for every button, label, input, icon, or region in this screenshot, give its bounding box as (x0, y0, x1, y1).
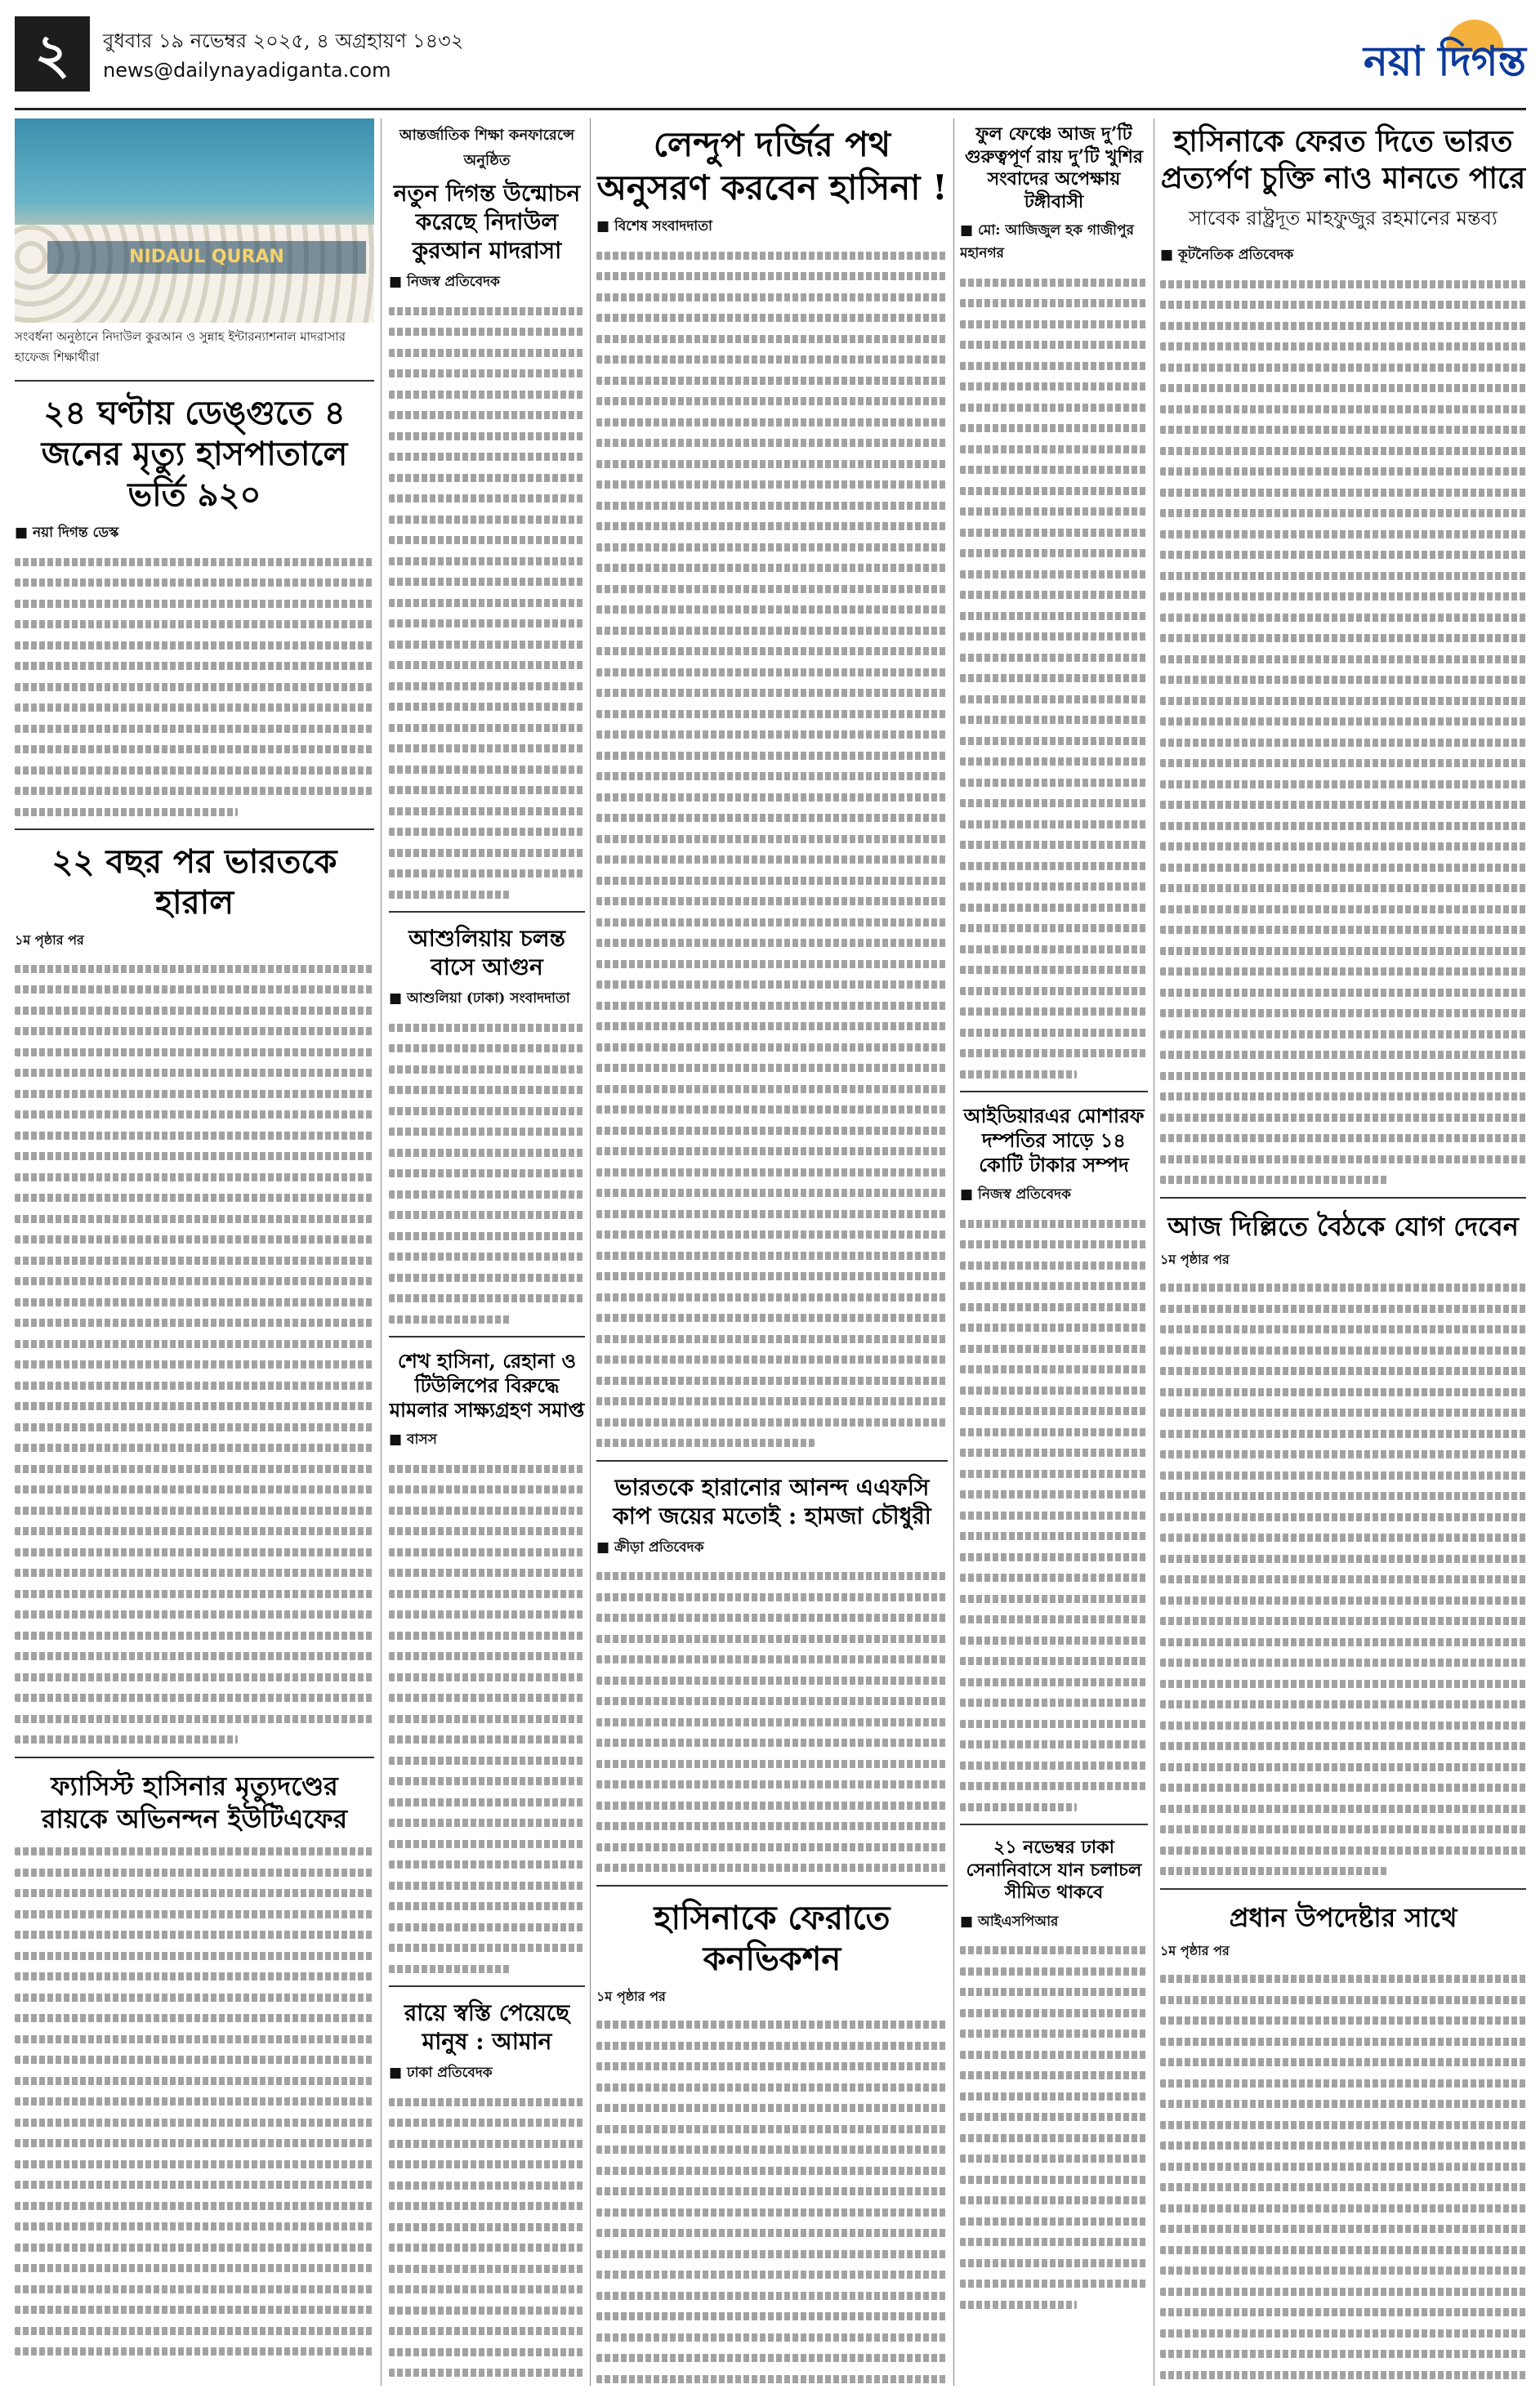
tongi-article (960, 123, 1148, 1078)
dengue-body-text (15, 558, 374, 816)
chief-adviser-continuation: ১ম পৃষ্ঠার পর (1160, 1942, 1230, 1958)
hamza-article (596, 1473, 948, 1873)
bus-fire-body-text (389, 1024, 585, 1324)
madrasa-body-text (389, 307, 585, 899)
divider (596, 1885, 948, 1887)
conviction-headline[interactable]: হাসিনাকে ফেরাতে কনভিকশন (654, 1898, 891, 1978)
madrasa-headline[interactable]: নতুন দিগন্ত উন্মোচন করেছে নিদাউল কুরআন মাদরাসা (393, 180, 581, 264)
divider (1160, 1888, 1526, 1890)
madrasa-ceremony-photo (15, 118, 374, 323)
verdict-relief-byline: ■ ঢাকা প্রতিবেদক (389, 2065, 493, 2081)
lead-body-text (596, 252, 948, 1448)
football-article (15, 842, 374, 1744)
delhi-meeting-headline[interactable]: আজ দিল্লিতে বৈঠকে যোগ দেবেন (1167, 1210, 1519, 1242)
madrasa-byline: ■ নিজস্ব প্রতিবেদক (389, 274, 500, 290)
extradition-body-text (1160, 280, 1526, 1185)
delhi-meeting-body-text (1160, 1284, 1526, 1875)
hasina-trial-byline: ■ বাসস (389, 1431, 437, 1448)
lead-headline[interactable]: লেন্দুপ দর্জির পথ অনুসরণ করবেন হাসিনা ! (596, 124, 948, 208)
conviction-body-text (596, 2021, 948, 2386)
dengue-byline: ■ নয়া দিগন্ত ডেস্ক (15, 525, 119, 541)
divider (15, 1757, 374, 1758)
conviction-continuation: ১ম পৃষ্ঠার পর (596, 1988, 666, 2004)
divider (389, 1985, 585, 1987)
idia-assets-headline[interactable]: আইডিয়ারএর মোশারফ দম্পতির সাড়ে ১৪ কোটি টাকার সম্পদ (963, 1104, 1145, 1177)
chief-adviser-headline[interactable]: প্রধান উপদেষ্টার সাথে (1229, 1901, 1457, 1933)
logo-text: নয়া দিগন্ত (1363, 38, 1526, 85)
verdict-relief-article (389, 1998, 585, 2386)
madrasa-kicker: আন্তর্জাতিক শিক্ষা কনফারেন্সে অনুষ্ঠিত (399, 127, 575, 169)
bus-fire-article (389, 924, 585, 1324)
extradition-subheadline: সাবেক রাষ্ট্রদূত মাহফুজুর রহমানের মন্তব্য (1189, 207, 1498, 230)
column-divider (953, 118, 954, 2386)
column-2 (389, 118, 585, 2386)
idia-assets-body-text (960, 1220, 1148, 1811)
hamza-body-text (596, 1572, 948, 1872)
fascist-verdict-article (15, 1770, 374, 2356)
idia-assets-byline: ■ নিজস্ব প্রতিবেদক (960, 1186, 1071, 1203)
football-headline[interactable]: ২২ বছর পর ভারতকে হারাল (51, 842, 337, 922)
extradition-headline[interactable]: হাসিনাকে ফেরত দিতে ভারত প্রত্যর্পণ চুক্তি নাও মানতে পারে (1160, 124, 1526, 195)
football-continuation: ১ম পৃষ্ঠার পর (15, 932, 84, 948)
column-divider (590, 118, 591, 2386)
cantonment-traffic-byline: ■ আইএসপিআর (960, 1913, 1059, 1930)
divider (389, 1336, 585, 1337)
newspaper-logo (1338, 20, 1526, 93)
bus-fire-headline[interactable]: আশুলিয়ায় চলন্ত বাসে আগুন (408, 925, 565, 980)
hasina-trial-article (389, 1349, 585, 1973)
idia-assets-article (960, 1104, 1148, 1811)
chief-adviser-body-text (1160, 1975, 1526, 2386)
column-3 (596, 118, 948, 2386)
extradition-article (1160, 123, 1526, 1184)
cantonment-traffic-article (960, 1837, 1148, 2309)
page-number: ২ (15, 16, 90, 92)
date-line: বুধবার ১৯ নভেম্বর ২০২৫, ৪ অগ্রহায়ণ ১৪৩২ (103, 29, 464, 52)
hamza-headline[interactable]: ভারতকে হারানোর আনন্দ এএফসি কাপ জয়ের মতোই : হামজা চৌধুরী (613, 1473, 931, 1529)
photo-caption: সংবর্ধনা অনুষ্ঠানে নিদাউল কুরআন ও সুন্নাহ ইন্টারন্যাশনাল মাদরাসার হাফেজ শিক্ষার্থীরা (15, 329, 346, 364)
cantonment-traffic-body-text (960, 1946, 1148, 2309)
divider (960, 1091, 1148, 1092)
delhi-meeting-continuation: ১ম পৃষ্ঠার পর (1160, 1251, 1230, 1267)
hamza-byline: ■ ক্রীড়া প্রতিবেদক (596, 1538, 704, 1556)
delhi-meeting-article (1160, 1210, 1526, 1876)
divider (596, 1460, 948, 1462)
column-1 (15, 118, 374, 2386)
masthead (15, 16, 1526, 110)
hasina-trial-body-text (389, 1465, 585, 1973)
column-5 (1160, 118, 1526, 2386)
verdict-relief-body-text (389, 2098, 585, 2387)
column-divider (381, 118, 382, 2386)
dengue-article (15, 393, 374, 816)
divider (389, 911, 585, 913)
fascist-verdict-headline[interactable]: ফ্যাসিস্ট হাসিনার মৃত্যুদণ্ডের রায়কে অভিনন্দন ইউটিএফের (41, 1770, 348, 1834)
divider (15, 380, 374, 382)
dengue-headline[interactable]: ২৪ ঘণ্টায় ডেঙ্গুতে ৪ জনের মৃত্যু হাসপাতালে ভর্তি ৯২০ (41, 394, 348, 514)
divider (15, 828, 374, 830)
students-crowd (15, 225, 374, 323)
divider (960, 1824, 1148, 1825)
website-email[interactable]: news@dailynayadiganta.com (103, 59, 391, 82)
tongi-byline: ■ মো: আজিজুল হক গাজীপুর মহানগর (960, 222, 1134, 261)
lead-byline: ■ বিশেষ সংবাদদাতা (596, 218, 712, 234)
divider (1160, 1197, 1526, 1199)
football-body-text (15, 965, 374, 1744)
conviction-article (596, 1898, 948, 2387)
photo-banner: NIDAUL QURAN (47, 241, 366, 274)
verdict-relief-headline[interactable]: রায়ে স্বস্তি পেয়েছে মানুষ : আমান (404, 1999, 570, 2055)
madrasa-article (389, 123, 585, 899)
bus-fire-byline: ■ আশুলিয়া (ঢাকা) সংবাদদাতা (389, 990, 570, 1007)
cantonment-traffic-headline[interactable]: ২১ নভেম্বর ঢাকা সেনানিবাসে যান চলাচল সীমিত থাকবে (966, 1837, 1142, 1903)
column-4 (960, 118, 1148, 2386)
tongi-body-text (960, 279, 1148, 1078)
chief-adviser-article (1160, 1901, 1526, 2387)
tongi-headline[interactable]: ফুল ফেঞ্চে আজ দু’টি গুরুত্বপূর্ণ রায় দু’টি খুশির সংবাদের অপেক্ষায় টঙ্গীবাসী (964, 123, 1144, 212)
extradition-byline: ■ কূটনৈতিক প্রতিবেদক (1160, 247, 1294, 263)
lead-article (596, 123, 948, 1447)
fascist-verdict-body-text (15, 1847, 374, 2356)
hasina-trial-headline[interactable]: শেখ হাসিনা, রেহানা ও টিউলিপের বিরুদ্ধে মামলার সাক্ষ্যগ্রহণ সমাপ্ত (389, 1349, 585, 1422)
